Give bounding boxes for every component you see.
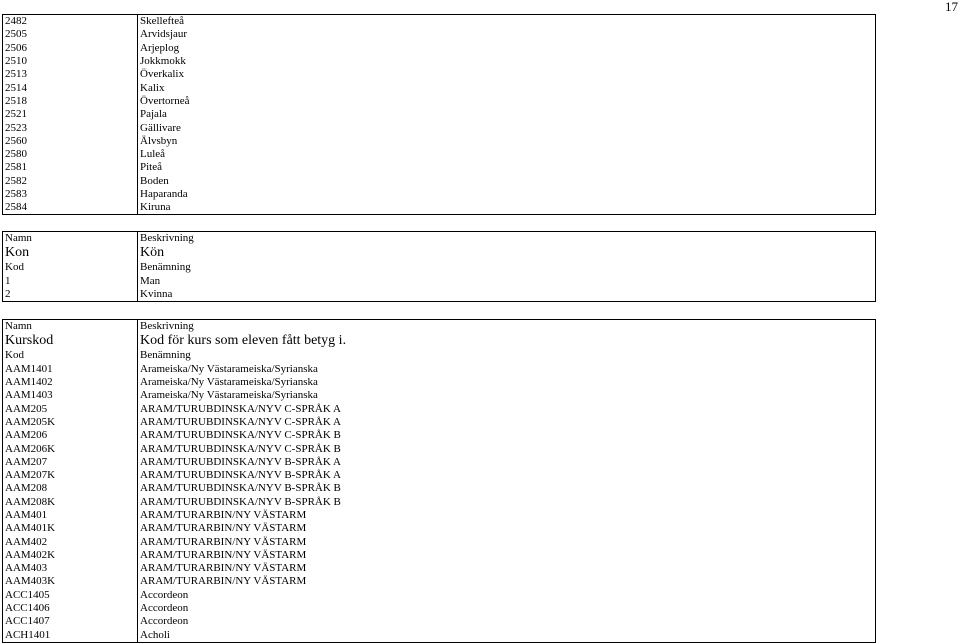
- header-desc-cell: Beskrivning: [138, 232, 876, 246]
- table-row: [3, 275, 876, 288]
- table-row: [3, 135, 876, 148]
- code-cell: AAM401: [3, 509, 138, 522]
- code-cell: AAM207: [3, 456, 138, 469]
- kommun-name-cell: Överkalix: [138, 68, 876, 81]
- code-cell: AAM206K: [3, 442, 138, 455]
- table-row: [3, 28, 876, 41]
- label-cell: ARAM/TURARBIN/NY VÄSTARM: [138, 535, 876, 548]
- kommun-name-cell: Piteå: [138, 161, 876, 174]
- code-cell: ACH1401: [3, 629, 138, 643]
- label-cell: ARAM/TURARBIN/NY VÄSTARM: [138, 549, 876, 562]
- kommun-code-cell: 2518: [3, 95, 138, 108]
- table-row: [3, 376, 876, 389]
- label-cell: Acholi: [138, 629, 876, 643]
- kommun-name-cell: Skellefteå: [138, 15, 876, 29]
- label-cell: ARAM/TURUBDINSKA/NYV C-SPRÅK A: [138, 402, 876, 415]
- header-row: [3, 320, 876, 334]
- label-cell: ARAM/TURARBIN/NY VÄSTARM: [138, 575, 876, 588]
- label-cell: ARAM/TURARBIN/NY VÄSTARM: [138, 562, 876, 575]
- code-cell: AAM205K: [3, 416, 138, 429]
- table-row: [3, 469, 876, 482]
- code-cell: AAM208K: [3, 496, 138, 509]
- kommun-name-cell: Arvidsjaur: [138, 28, 876, 41]
- table-row: [3, 55, 876, 68]
- label-cell: ARAM/TURARBIN/NY VÄSTARM: [138, 509, 876, 522]
- table-row: [3, 188, 876, 201]
- table-row: [3, 549, 876, 562]
- code-cell: AAM1402: [3, 376, 138, 389]
- label-cell: ARAM/TURUBDINSKA/NYV B-SPRÅK A: [138, 456, 876, 469]
- code-cell: AAM1403: [3, 389, 138, 402]
- label-cell: Accordeon: [138, 589, 876, 602]
- table-row: [3, 161, 876, 174]
- label-header-cell: Benämning: [138, 261, 876, 274]
- label-cell: ARAM/TURUBDINSKA/NYV C-SPRÅK B: [138, 442, 876, 455]
- kommun-code-cell: 2521: [3, 108, 138, 121]
- table-row: [3, 81, 876, 94]
- code-cell: AAM401K: [3, 522, 138, 535]
- code-cell: AAM402K: [3, 549, 138, 562]
- table-row: [3, 456, 876, 469]
- kommun-name-cell: Haparanda: [138, 188, 876, 201]
- code-cell: 1: [3, 275, 138, 288]
- label-cell: ARAM/TURUBDINSKA/NYV B-SPRÅK A: [138, 469, 876, 482]
- table-row: [3, 575, 876, 588]
- label-cell: ARAM/TURUBDINSKA/NYV B-SPRÅK B: [138, 496, 876, 509]
- code-cell: AAM403: [3, 562, 138, 575]
- table-row: [3, 509, 876, 522]
- table-row: [3, 402, 876, 415]
- kommun-table: [2, 14, 876, 215]
- table-row: [3, 121, 876, 134]
- header-name-cell: Namn: [3, 320, 138, 334]
- table-row: [3, 602, 876, 615]
- kon-table: [2, 231, 876, 302]
- table-row: [3, 363, 876, 376]
- table-row: [3, 15, 876, 29]
- header-name-cell: Namn: [3, 232, 138, 246]
- kommun-code-cell: 2482: [3, 15, 138, 29]
- table-row: [3, 562, 876, 575]
- table-row: [3, 175, 876, 188]
- kommun-name-cell: Kalix: [138, 81, 876, 94]
- kommun-code-cell: 2560: [3, 135, 138, 148]
- label-cell: Arameiska/Ny Västarameiska/Syrianska: [138, 389, 876, 402]
- table-row: [3, 108, 876, 121]
- table-row: [3, 288, 876, 302]
- field-name-cell: Kurskod: [3, 333, 138, 349]
- code-cell: AAM403K: [3, 575, 138, 588]
- code-header-cell: Kod: [3, 349, 138, 362]
- code-cell: AAM207K: [3, 469, 138, 482]
- kommun-name-cell: Älvsbyn: [138, 135, 876, 148]
- label-cell: Accordeon: [138, 602, 876, 615]
- table-row: [3, 389, 876, 402]
- kommun-code-cell: 2583: [3, 188, 138, 201]
- code-cell: AAM1401: [3, 363, 138, 376]
- table-row: [3, 629, 876, 643]
- code-header-cell: Kod: [3, 261, 138, 274]
- kurs-table: [2, 319, 876, 643]
- kommun-name-cell: Övertorneå: [138, 95, 876, 108]
- kommun-code-cell: 2584: [3, 201, 138, 215]
- subheader-row: [3, 261, 876, 274]
- field-name-cell: Kon: [3, 245, 138, 261]
- table-row: [3, 615, 876, 628]
- code-cell: 2: [3, 288, 138, 302]
- label-cell: ARAM/TURUBDINSKA/NYV C-SPRÅK B: [138, 429, 876, 442]
- table-row: [3, 535, 876, 548]
- code-cell: AAM402: [3, 535, 138, 548]
- kommun-name-cell: Gällivare: [138, 121, 876, 134]
- label-cell: Accordeon: [138, 615, 876, 628]
- kommun-code-cell: 2581: [3, 161, 138, 174]
- header-row: [3, 232, 876, 246]
- subheader-row: [3, 349, 876, 362]
- kommun-code-cell: 2506: [3, 42, 138, 55]
- label-cell: Man: [138, 275, 876, 288]
- table-row: [3, 148, 876, 161]
- code-cell: AAM205: [3, 402, 138, 415]
- table-row: [3, 68, 876, 81]
- label-cell: ARAM/TURUBDINSKA/NYV B-SPRÅK B: [138, 482, 876, 495]
- page-number: 17: [945, 0, 958, 14]
- kommun-code-cell: 2505: [3, 28, 138, 41]
- table-row: [3, 95, 876, 108]
- kommun-name-cell: Boden: [138, 175, 876, 188]
- title-row: [3, 245, 876, 261]
- kommun-name-cell: Luleå: [138, 148, 876, 161]
- header-desc-cell: Beskrivning: [138, 320, 876, 334]
- label-cell: Kvinna: [138, 288, 876, 302]
- table-row: [3, 416, 876, 429]
- kommun-code-cell: 2513: [3, 68, 138, 81]
- code-cell: AAM208: [3, 482, 138, 495]
- kommun-code-cell: 2580: [3, 148, 138, 161]
- table-row: [3, 42, 876, 55]
- table-row: [3, 429, 876, 442]
- label-cell: ARAM/TURARBIN/NY VÄSTARM: [138, 522, 876, 535]
- code-cell: ACC1407: [3, 615, 138, 628]
- kommun-code-cell: 2582: [3, 175, 138, 188]
- table-row: [3, 589, 876, 602]
- table-row: [3, 482, 876, 495]
- code-cell: ACC1406: [3, 602, 138, 615]
- table-row: [3, 442, 876, 455]
- label-cell: Arameiska/Ny Västarameiska/Syrianska: [138, 376, 876, 389]
- kommun-name-cell: Arjeplog: [138, 42, 876, 55]
- table-row: [3, 496, 876, 509]
- label-header-cell: Benämning: [138, 349, 876, 362]
- field-desc-cell: Kod för kurs som eleven fått betyg i.: [138, 333, 876, 349]
- table-row: [3, 522, 876, 535]
- kommun-name-cell: Jokkmokk: [138, 55, 876, 68]
- label-cell: ARAM/TURUBDINSKA/NYV C-SPRÅK A: [138, 416, 876, 429]
- code-cell: AAM206: [3, 429, 138, 442]
- kommun-code-cell: 2514: [3, 81, 138, 94]
- title-row: [3, 333, 876, 349]
- kommun-name-cell: Kiruna: [138, 201, 876, 215]
- kommun-code-cell: 2523: [3, 121, 138, 134]
- label-cell: Arameiska/Ny Västarameiska/Syrianska: [138, 363, 876, 376]
- field-desc-cell: Kön: [138, 245, 876, 261]
- kommun-code-cell: 2510: [3, 55, 138, 68]
- kommun-name-cell: Pajala: [138, 108, 876, 121]
- code-cell: ACC1405: [3, 589, 138, 602]
- table-row: [3, 201, 876, 215]
